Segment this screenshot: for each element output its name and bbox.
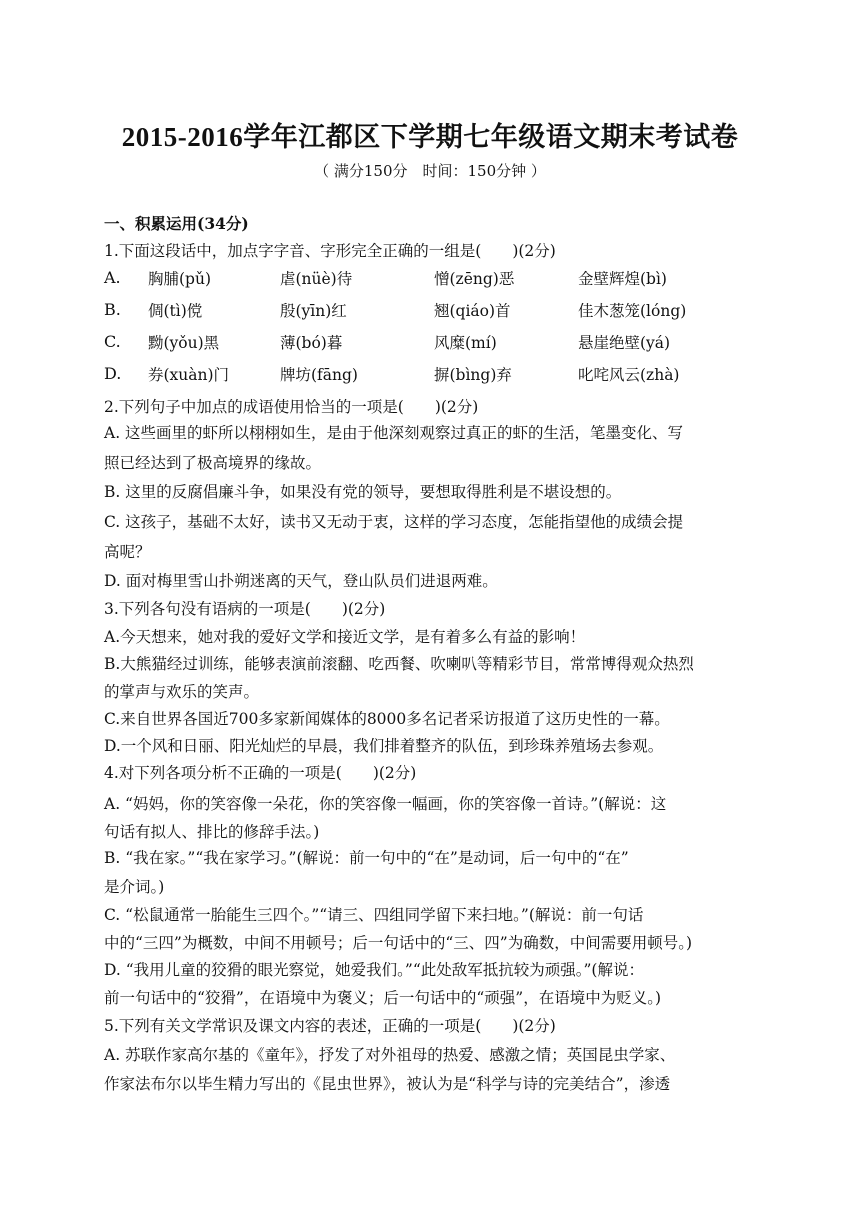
q1-option-b xyxy=(104,300,764,322)
option-item: 翘(qiáo)首 xyxy=(434,302,511,320)
option-item: 薄(bó)暮 xyxy=(280,334,343,352)
option-item: 殷(yīn)红 xyxy=(280,302,347,320)
q1-option-a xyxy=(104,268,764,290)
option-item: 黝(yǒu)黑 xyxy=(148,334,220,352)
option-item: 券(xuàn)门 xyxy=(148,366,230,384)
q4-line: B. “我在家。”“我在家学习。”(解说：前一句中的“在”是动词，后一句中的“在” xyxy=(104,849,629,867)
q2-line: 照已经达到了极高境界的缘故。 xyxy=(104,454,322,472)
q3-line: C.来自世界各国近700多家新闻媒体的8000多名记者采访报道了这历史性的一幕。 xyxy=(104,710,670,728)
question-4-stem: 4.对下列各项分析不正确的一项是( )(2分) xyxy=(104,764,417,782)
q2-line: B. 这里的反腐倡廉斗争，如果没有党的领导，要想取得胜利是不堪设想的。 xyxy=(104,483,622,501)
q3-line: A.今天想来，她对我的爱好文学和接近文学，是有着多么有益的影响！ xyxy=(104,628,586,646)
option-item: 憎(zēng)恶 xyxy=(434,270,515,288)
q2-line: C. 这孩子，基础不太好，读书又无动于衷，这样的学习态度，怎能指望他的成绩会提 xyxy=(104,513,684,531)
option-item: 悬崖绝壁(yá) xyxy=(578,334,671,352)
option-label: A. xyxy=(104,268,121,287)
q2-line: 高呢？ xyxy=(104,543,151,561)
option-item: 虐(nüè)待 xyxy=(280,270,353,288)
q4-line: C. “松鼠通常一胎能生三四个。”“请三、四组同学留下来扫地。”(解说：前一句话 xyxy=(104,906,644,924)
option-item: 金壁辉煌(bì) xyxy=(578,270,667,288)
q2-line: D. 面对梅里雪山扑朔迷离的天气，登山队员们进退两难。 xyxy=(104,572,498,590)
option-label: D. xyxy=(104,364,122,383)
question-2-stem: 2.下列句子中加点的成语使用恰当的一项是( )(2分) xyxy=(104,398,479,416)
exam-title: 2015-2016学年江都区下学期七年级语文期末考试卷 xyxy=(121,122,739,152)
q4-line: D. “我用儿童的狡猾的眼光察觉，她爱我们。”“此处敌军抵抗较为顽强。”(解说： xyxy=(104,961,644,979)
option-item: 风糜(mí) xyxy=(434,334,497,352)
q5-line: A. 苏联作家高尔基的《童年》，抒发了对外祖母的热爱、感激之情；英国昆虫学家、 xyxy=(104,1046,676,1064)
option-item: 胸脯(pǔ) xyxy=(148,270,211,288)
q4-line: A. “妈妈，你的笑容像一朵花，你的笑容像一幅画，你的笑容像一首诗。”(解说：这 xyxy=(104,795,667,813)
q3-line: D.一个风和日丽、阳光灿烂的早晨，我们排着整齐的队伍，到珍珠养殖场去参观。 xyxy=(104,737,664,755)
q5-line: 作家法布尔以毕生精力写出的《昆虫世界》，被认为是“科学与诗的完美结合”，渗透 xyxy=(104,1075,671,1093)
q4-line: 前一句话中的“狡猾”，在语境中为褒义；后一句话中的“顽强”，在语境中为贬义。) xyxy=(104,989,661,1007)
q3-line: B.大熊猫经过训练，能够表演前滚翻、吃西餐、吹喇叭等精彩节目，常常博得观众热烈 xyxy=(104,655,694,673)
option-item: 牌坊(fāng) xyxy=(280,366,358,384)
q4-line: 句话有拟人、排比的修辞手法。) xyxy=(104,823,320,841)
q4-line: 中的“三四”为概数，中间不用顿号；后一句话中的“三、四”为确数，中间需要用顿号。) xyxy=(104,934,692,952)
option-item: 佳木葱笼(lóng) xyxy=(578,302,687,320)
option-item: 叱咤风云(zhà) xyxy=(578,366,680,384)
option-item: 倜(tì)傥 xyxy=(148,302,203,320)
q4-line: 是介词。) xyxy=(104,878,165,896)
section-heading: 一、积累运用(34分) xyxy=(104,214,249,233)
q3-line: 的掌声与欢乐的笑声。 xyxy=(104,683,260,701)
q1-option-d xyxy=(104,364,764,386)
option-item: 摒(bìng)弃 xyxy=(434,366,512,384)
option-label: B. xyxy=(104,300,121,319)
q2-line: A. 这些画里的虾所以栩栩如生，是由于他深刻观察过真正的虾的生活，笔墨变化、写 xyxy=(104,424,684,442)
question-3-stem: 3.下列各句没有语病的一项是( )(2分) xyxy=(104,600,386,618)
option-label: C. xyxy=(104,332,121,351)
exam-subtitle: （ 满分150分 时间：150分钟 ） xyxy=(314,162,546,180)
question-1-stem: 1.下面这段话中，加点字字音、字形完全正确的一组是( )(2分) xyxy=(104,242,556,260)
q1-option-c xyxy=(104,332,764,354)
question-5-stem: 5.下列有关文学常识及课文内容的表述，正确的一项是( )(2分) xyxy=(104,1017,556,1035)
